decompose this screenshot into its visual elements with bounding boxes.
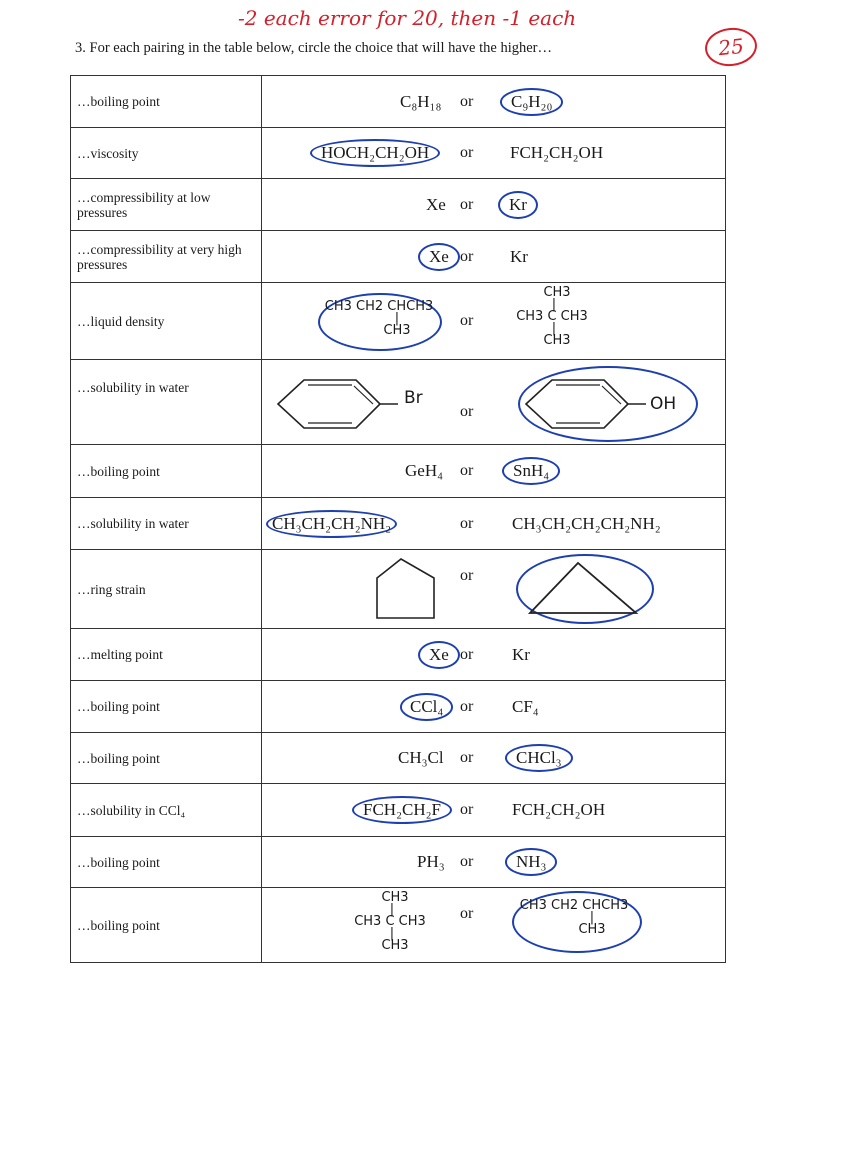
bond-line: | (394, 311, 400, 326)
or-label: or (460, 312, 474, 329)
table-row (71, 681, 726, 733)
bond-line: | (389, 926, 395, 941)
property-label: …solubility in CCl₄ (71, 784, 262, 837)
property-label: …boiling point (71, 445, 262, 498)
table-row (71, 128, 726, 179)
score-mark: 25 (703, 25, 759, 68)
table-row (71, 550, 726, 629)
choice-left[interactable]: Xe (418, 243, 460, 271)
table-row (71, 733, 726, 784)
choice-left[interactable]: CH₃CH₂CH₂NH₂ (266, 510, 397, 538)
cyclopentane-structure[interactable] (374, 556, 444, 622)
structure-text: CH3 CH2 CHCH3 (324, 299, 434, 314)
bond-line: | (551, 297, 557, 312)
choice-right[interactable]: CHCl₃ (505, 744, 573, 772)
choice-right[interactable]: Kr (512, 644, 530, 664)
property-label: …ring strain (71, 550, 262, 629)
oh-label: OH (650, 394, 677, 414)
property-label: …viscosity (71, 128, 262, 179)
br-label: Br (404, 388, 423, 408)
grading-note: -2 each error for 20, then -1 each (238, 6, 577, 30)
choice-left[interactable] (350, 892, 430, 952)
bond-line: | (589, 910, 595, 925)
or-label: or (460, 801, 474, 818)
or-label: or (460, 697, 474, 715)
table-row (71, 629, 726, 681)
cyclopropane-structure (518, 556, 648, 622)
property-label: …compressibility at low pressures (71, 179, 262, 231)
choice-left[interactable]: C₈H₁₈ (400, 91, 442, 111)
structure-text: CH3 (381, 938, 409, 953)
question-text: 3. For each pairing in the table below, circle the choice that will have the higher… (75, 40, 552, 56)
table-row (71, 179, 726, 231)
table-row (71, 231, 726, 283)
choice-right[interactable]: NH₃ (505, 848, 557, 876)
structure-text: CH3 (578, 922, 606, 937)
choice-right[interactable]: C₉H₂₀ (500, 88, 563, 116)
property-label: …compressibility at very high pressures (71, 231, 262, 283)
structure-text: CH3 C CH3 (354, 914, 426, 929)
property-label: …boiling point (71, 76, 262, 128)
phenol-structure (524, 368, 654, 438)
property-label: …boiling point (71, 837, 262, 888)
or-label: or (460, 144, 474, 161)
table-row (71, 283, 726, 360)
comparison-table (70, 75, 726, 963)
or-label: or (460, 645, 474, 663)
choice-right[interactable] (512, 287, 592, 347)
choice-right[interactable]: Kr (510, 246, 528, 266)
table-row (71, 784, 726, 837)
or-label: or (460, 749, 474, 766)
structure-text: CH3 C CH3 (516, 309, 588, 324)
table-row (71, 76, 726, 128)
choice-left[interactable]: PH₃ (417, 852, 445, 871)
or-label: or (460, 403, 474, 420)
choice-left[interactable]: FCH₂CH₂F (352, 796, 452, 824)
table-row (71, 888, 726, 963)
or-label: or (460, 92, 474, 110)
structure-text: CH3 (383, 323, 411, 338)
choice-left[interactable]: Xe (426, 194, 446, 214)
or-label: or (460, 567, 474, 584)
choice-right[interactable]: Kr (498, 191, 538, 219)
or-label: or (460, 905, 474, 922)
bond-line: | (389, 902, 395, 917)
bond-line: | (551, 321, 557, 336)
choice-right[interactable]: CH₃CH₂CH₂CH₂NH₂ (512, 513, 661, 533)
property-label: …solubility in water (71, 498, 262, 550)
or-label: or (460, 195, 474, 213)
structure-text: CH3 (543, 333, 571, 348)
choice-left[interactable]: GeH₄ (405, 461, 444, 480)
choice-right[interactable]: CF₄ (512, 696, 539, 716)
property-label: …solubility in water (71, 360, 262, 445)
property-label: …melting point (71, 629, 262, 681)
or-label: or (460, 247, 474, 265)
property-label: …boiling point (71, 733, 262, 784)
choice-left[interactable]: Xe (418, 641, 460, 669)
property-label: …boiling point (71, 888, 262, 963)
table-row (71, 445, 726, 498)
bromobenzene-structure[interactable] (276, 368, 406, 438)
structure-text: CH3 CH2 CHCH3 (519, 898, 629, 913)
or-label: or (460, 853, 474, 870)
property-label: …liquid density (71, 283, 262, 360)
table-row (71, 498, 726, 550)
choice-left[interactable]: CH₃Cl (398, 748, 444, 767)
choice-right[interactable]: FCH₂CH₂OH (512, 800, 606, 819)
table-row (71, 360, 726, 445)
structure-text: CH3 (381, 890, 409, 905)
property-label: …boiling point (71, 681, 262, 733)
choice-left[interactable]: HOCH₂CH₂OH (310, 139, 440, 167)
or-label: or (460, 514, 474, 532)
choice-right[interactable]: FCH₂CH₂OH (510, 143, 604, 162)
choice-left[interactable]: CCl₄ (400, 693, 453, 721)
table-row (71, 837, 726, 888)
structure-text: CH3 (543, 285, 571, 300)
choice-right[interactable]: SnH₄ (502, 457, 560, 485)
or-label: or (460, 462, 474, 479)
